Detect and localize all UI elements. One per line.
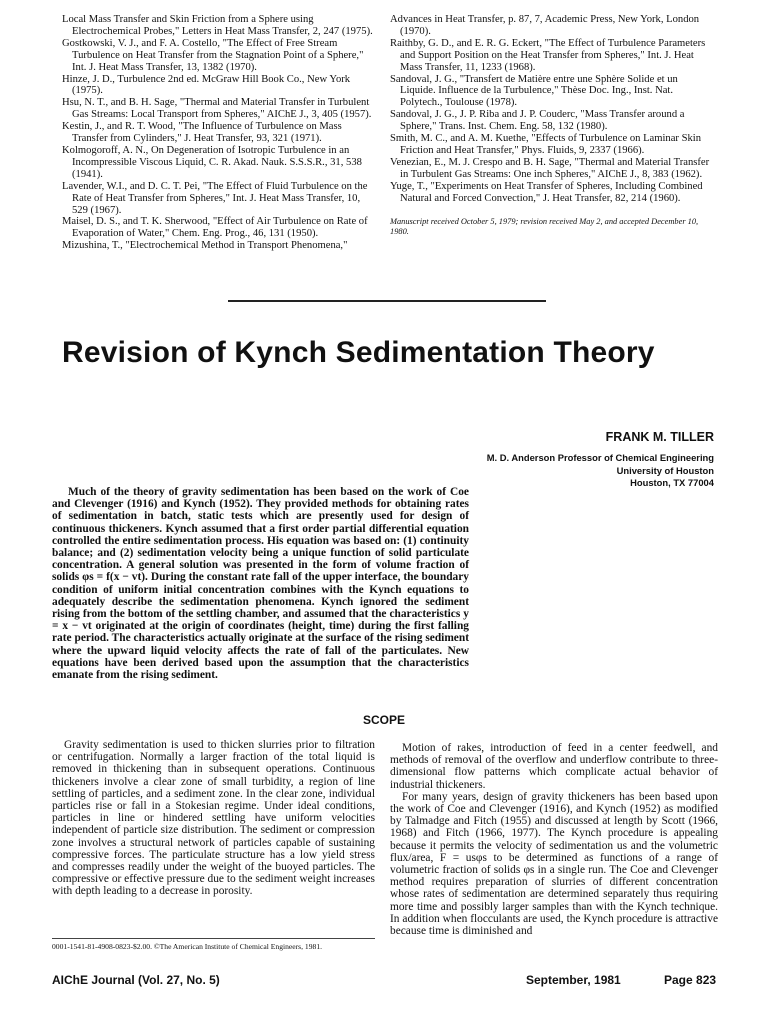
scope-heading: SCOPE bbox=[362, 713, 405, 727]
scope-left-column bbox=[52, 739, 375, 898]
reference-entry: Hsu, N. T., and B. H. Sage, "Thermal and Material Transfer in Turbulent Gas Streams: Local Transport from Spheres," AIChE J., 3, 405 (1957). bbox=[62, 97, 372, 121]
reference-entry: Hinze, J. D., Turbulence 2nd ed. McGraw Hill Book Co., New York (1975). bbox=[62, 73, 351, 97]
scope-right-column bbox=[390, 742, 718, 937]
reference-entry: Gostkowski, V. J., and F. A. Costello, "The Effect of Free Stream Turbulence on Heat Transfer from the Stagnation Point of a Sphere," Int. J. Heat Mass Transfer, 13, 1382 (1970). bbox=[62, 37, 364, 73]
reference-entry: Kestin, J., and R. T. Wood, "The Influence of Turbulence on Mass Transfer from Cylinders," J. Heat Transfer, 93, 321 (1971). bbox=[62, 121, 342, 145]
scope-paragraph: Gravity sedimentation is used to thicken slurries prior to filtration or centrifugation. Normally a larger fraction of the total liquid is removed in thickening than in subsequent operations. Continuous thickeners involve a clear zone of small turbidity, a region of line settling of particles, and a sediment zone. In the clear zone, individual particles rise or fall in a Stokesian regime. Under ideal conditions, particles in line or hindered settling have uniform velocities independent of particle size distribution. The sediment or compression zone involves a structural network of particles capable of sustaining compressive forces. The particulate structure has a low yield stress and compresses readily under the weight of the buoyed particles. The compressive or effective pressure due to the sediment weight increases with depth leading to a decrease in porosity. bbox=[52, 739, 375, 898]
copyright-footnote: 0001-1541-81-4908-0823-$2.00. ©The American Institute of Chemical Engineers, 1981. bbox=[52, 938, 375, 951]
author-affiliation: M. D. Anderson Professor of Chemical Engineering bbox=[486, 452, 714, 463]
article-title: Revision of Kynch Sedimentation Theory bbox=[62, 336, 655, 369]
reference-entry: Advances in Heat Transfer, p. 87, 7, Academic Press, New York, London (1970). bbox=[390, 14, 700, 37]
reference-entry: Yuge, T., "Experiments on Heat Transfer of Spheres, Including Combined Natural and Forced Convection," J. Heat Transfer, 82, 214 (1960). bbox=[390, 180, 703, 204]
reference-entry: Venezian, E., M. J. Crespo and B. H. Sage, "Thermal and Material Transfer in Turbulent Gas Streams: One inch Spheres," AIChE J., 8, 383 (1962). bbox=[390, 156, 710, 180]
journal-footer: AIChE Journal (Vol. 27, No. 5) bbox=[52, 973, 220, 987]
reference-entry: Sandoval, J. G., "Transfert de Matière entre une Sphère Solide et un Liquide. Influence de la Turbulence," Thèse Doc. Ing., Inst. Nat. Polytech., Toulouse (1978). bbox=[390, 73, 678, 109]
page-number: Page 823 bbox=[664, 973, 717, 987]
issue-date: September, 1981 bbox=[526, 973, 621, 987]
reference-entry: Local Mass Transfer and Skin Friction from a Sphere using Electrochemical Probes," Letters in Heat Mass Transfer, 2, 247 (1975). bbox=[62, 14, 373, 37]
reference-entry: Raithby, G. D., and E. R. G. Eckert, "The Effect of Turbulence Parameters and Support Position on the Heat Transfer from Spheres," Int. J. Heat Mass Transfer, 11, 1233 (1968). bbox=[390, 37, 706, 73]
reference-entry: Kolmogoroff, A. N., On Degeneration of Isotropic Turbulence in an Incompressible Viscous Liquid, C. R. Akad. Nauk. S.S.S.R., 31, 538 (1941). bbox=[62, 144, 362, 180]
reference-entry: Smith, M. C., and A. M. Kuethe, "Effects of Turbulence on Laminar Skin Friction and Heat Transfer," Phys. Fluids, 9, 2337 (1966). bbox=[390, 133, 702, 156]
author-address: Houston, TX 77004 bbox=[630, 477, 714, 489]
reference-entry: Sandoval, J. G., J. P. Riba and J. P. Couderc, "Mass Transfer around a Sphere," Trans. Inst. Chem. Eng. 58, 132 (1980). bbox=[390, 109, 685, 133]
scope-paragraph: For many years, design of gravity thickeners has been based upon the work of Coe and Clevenger (1916), and Kynch (1952) as modified by Talmadge and Fitch (1955) and discussed at length by Scott (1966, 1968) and Fitch (1966, 1977). The Kynch procedure is appealing because it permits the velocity of sedimentation us and the volumetric flux/area, F = usφs to be determined as functions of a range of volumetric fraction of solids φs in a single run. The Coe and Clevenger method requires preparation of slurries of different concentration whose rates of sedimentation are determined separately thus requiring more time and possibly larger samples than with the Kynch technique. In addition when flocculants are used, the Kynch procedure is attractive because time is diminished and bbox=[390, 790, 718, 938]
manuscript-received-note: Manuscript received October 5, 1979; revision received May 2, and accepted December 10, 1980. bbox=[390, 216, 699, 236]
author-block bbox=[487, 430, 714, 490]
reference-entry: Mizushina, T., "Electrochemical Method in Transport Phenomena," bbox=[62, 240, 348, 252]
references-left-column bbox=[62, 14, 375, 252]
reference-entry: Maisel, D. S., and T. K. Sherwood, "Effect of Air Turbulence on Rate of Evaporation of Water," Chem. Eng. Prog., 46, 131 (1950). bbox=[62, 216, 368, 240]
references-right-column bbox=[390, 14, 710, 245]
abstract: Much of the theory of gravity sedimentation has been based on the work of Coe and Clevenger (1916) and Kynch (1952). They provided methods for obtaining rates of sedimentation in batch, static tests which are presently used for design of continuous thickeners. Kynch assumed that a first order partial differential equation controlled the entire sedimentation process. His equation was based on: (1) continuity balance; and (2) sedimentation velocity being a unique function of solid particulate concentration. A general solution was presented in the form of volume fraction of solids φs = f(x − vt). During the constant rate fall of the upper interface, the boundary condition of uniform initial concentration combines with the Kynch equations to adequately describe the sedimentation phenomena. Kynch ignored the sediment rising from the bottom of the settling chamber, and assumed that the characteristics y = x − vt originated at the origin of coordinates (height, time) during the first falling rate period. The characteristics actually originate at the surface of the rising sediment where the upward liquid velocity affects the rate of fall of the particulates. New equations have been derived based upon the assumption that the characteristics emanate from the rising sediment. bbox=[52, 486, 469, 682]
reference-entry: Lavender, W.I., and D. C. T. Pei, "The Effect of Fluid Turbulence on the Rate of Heat Transfer from Spheres," Int. J. Heat Mass Transfer, 10, 529 (1967). bbox=[62, 180, 368, 216]
author-name: FRANK M. TILLER bbox=[605, 430, 714, 444]
section-divider bbox=[228, 300, 546, 302]
scope-paragraph: Motion of rakes, introduction of feed in a center feedwell, and methods of removal of the overflow and underflow contribute to three-dimensional flow patterns which complicate actual behavior of industrial thickeners. bbox=[390, 742, 718, 791]
author-university: University of Houston bbox=[616, 464, 714, 476]
